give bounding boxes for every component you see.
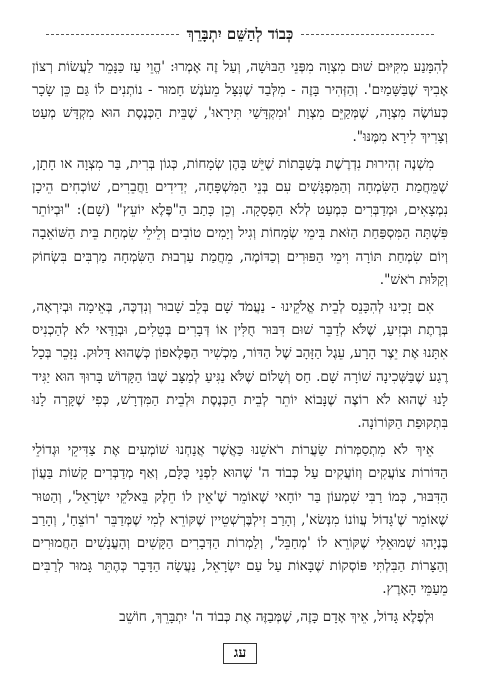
header-rule-left xyxy=(46,34,179,35)
header-title: כְּבוֹד לְהַשֵּׁם יִתְבָּרֵךְ xyxy=(186,24,294,43)
page-number: עג xyxy=(223,643,258,664)
body-text xyxy=(32,56,448,633)
paragraph: אֵיךְ לֹא מִתְסַמְּרוֹת שַׂעֲרוֹת רֹאשֵׁנוּ כַּאֲשֶׁר אֲנַחְנוּ שׁוֹמְעִים אֶת צַדִּיקֵי וּגְדוֹלֵי הַדּוֹרוֹת צוֹעֲקִים וְזוֹעֲקִים עַל כְּבוֹד ה' שֶׁהוּא לִפְנֵי כֻּלָּם, וְאַף מְדַבְּרִים קָשׁוֹת בַּעֲוֹן הַדִּבּוּר, כְּמוֹ רַבִּי שִׁמְעוֹן בַּר יוֹחָאי שֶׁאוֹמֵר שֶׁ'אֵין לוֹ חֵלֶק בֵּאלֹקֵי יִשְׂרָאֵל', וְהַטּוּר שֶׁאוֹמֵר שֶׁ'גָּדוֹל עֲווֹנוֹ מִנְּשׂא', וְהָרַב זִילְבֶּרְשְׁטֵיין שֶׁקּוֹרֵא לְמִי שֶׁמְּדַבֵּר 'רוֹצֵחַ', וְהָרַב בֶּנְיָהוּ שְׁמוּאֵלִי שֶׁקּוֹרֵא לוֹ 'מְחַבֵּל', וְלַמְרוֹת הַדְּבָרִים הַקָּשִׁים וְהָעֳנָשִׁים הַחֲמוּרִים וְהַצָּרוֹת הַבִּלְתִּי פּוֹסְקוֹת שֶׁבָּאוֹת עַל עַם יִשְׂרָאֵל, נַעֲשָׂה הַדָּבָר כְּהֶתֵּר גָּמוּר לְרַבִּים מֵעַמֵּי הָאָרֶץ. xyxy=(32,442,448,598)
header-rule-right xyxy=(301,34,434,35)
paragraph: אִם זָכִינוּ לְהִכָּנֵס לְבֵית אֱלֹקֵינוּ - נַעֲמֹד שָׁם בְּלֵב שָׁבוּר וְנִדְכֶּה, בְּאֵימָה וּבְיִרְאָה, בְּרֶתֶת וּבְזִיעַ, שֶׁלֹּא לְדַבֵּר שׁוּם דִּבּוּר חֻלִּין אוֹ דְּבָרִים בְּטֵלִים, וּבְוַדַּאי לֹא לְהַכְנִיס אִתָּנוּ אֶת יֵצֶר הָרָע, עֵגֶל הַזָּהָב שֶׁל הַדּוֹר, מַכְשִׁיר הַפֶּלֶאפוֹן כְּשֶׁהוּא דָּלוּק. נִזָּכֵר בְּכָל רֶגַע שֶׁבַּשְּׁכִינָה שׁוֹרָה שָׁם. חַס וְשָׁלוֹם שֶׁלֹּא נַגִּיעַ לְמַצָּב שֶׁבּוֹ הַקָּדוֹשׁ בָּרוּךְ הוּא יַגִּיד לָנוּ שֶׁהוּא לֹא רוֹצֶה שֶׁנָּבוֹא יוֹתֵר לְבֵית הַכְּנֶסֶת וּלְבֵית הַמִּדְרָשׁ, כְּפִי שֶׁקָּרָה לָנוּ בִּתְקוּפַת הַקּוֹרוֹנָה. xyxy=(32,299,448,432)
paragraph: וּלְפֶלֶא גָּדוֹל, אֵיךְ אָדָם כָּזֶה, שֶׁמְּבַזֶּה אֶת כְּבוֹד ה' יִתְבָּרֵךְ, חוֹשֵׁב xyxy=(119,608,434,625)
paragraph: לְהִמָּנַע מִקִּיּוּם שׁוּם מִצְוָה מִפְּנֵי הַבּוּשָׁה, וְעַל זֶה אָמְרוּ: 'הֱוֵי עַז כַּנָּמֵר לַעֲשׂוֹת רְצוֹן אָבִיךָ שֶׁבַּשָּׁמַיִם'. וְהַזְּהִיר בָּזֶה - מִלְּבַד שֶׁנִּצָּל מֵעֹנֶשׁ חָמוּר - נוֹתְנִים לוֹ גַּם כֵּן שָׂכָר כְּעוֹשֶׂה מִצְוָה, שֶׁמְּקַיֵּם מִצְוַת 'וּמִקְדָּשַׁי תִּירָאוּ', שֶׁבֵּית הַכְּנֶסֶת הוּא מִקְדָּשׁ מְעַט וְצָרִיךְ לִירָא מִמֶּנּוּ". xyxy=(32,59,448,145)
page-footer xyxy=(0,643,480,664)
paragraph: מִשְׁנֶה זְהִירוּת נִדְרֶשֶׁת בְּשַׁבָּתוֹת שֶׁיֵּשׁ בָּהֶן שְׂמָחוֹת, כְּגוֹן בְּרִית, בַּר מִצְוָה או חָתָן, שֶׁמֵּחֲמַת הַשִּׂמְחָה וְהַמִּפְגָּשִׁים עִם בְּנֵי הַמִּשְׁפָּחָה, יְדִידִים וַחֲבֵרִים, שׁוֹכְחִים הֵיכָן נִמְצָאִים, וּמְדַבְּרִים כִּמְעַט לְלֹא הַפְסָקָה. וְכֵן כָּתַב הַ"פֶּלֶא יוֹעֵץ" (שָׁם): "וּבְיוֹתֵר פִּשְׁתָּה הַמִּסְפַּחַת הַזֹּאת בִּימֵי שְׂמָחוֹת וְגִיל וְיָמִים טוֹבִים וְלֵילֵי שִׂמְחַת בֵּית הַשּׁוֹאֵבָה וְיוֹם שִׂמְחַת תּוֹרָה וִימֵי הַפּוּרִים וְכַדּוֹמֶה, מֵחֲמַת עַרְבוּת הַשִּׂמְחָה מַרְבִּים בִּשְׂחוֹק וְקַלּוּת רֹאשׁ". xyxy=(32,155,448,288)
running-header xyxy=(40,24,440,44)
